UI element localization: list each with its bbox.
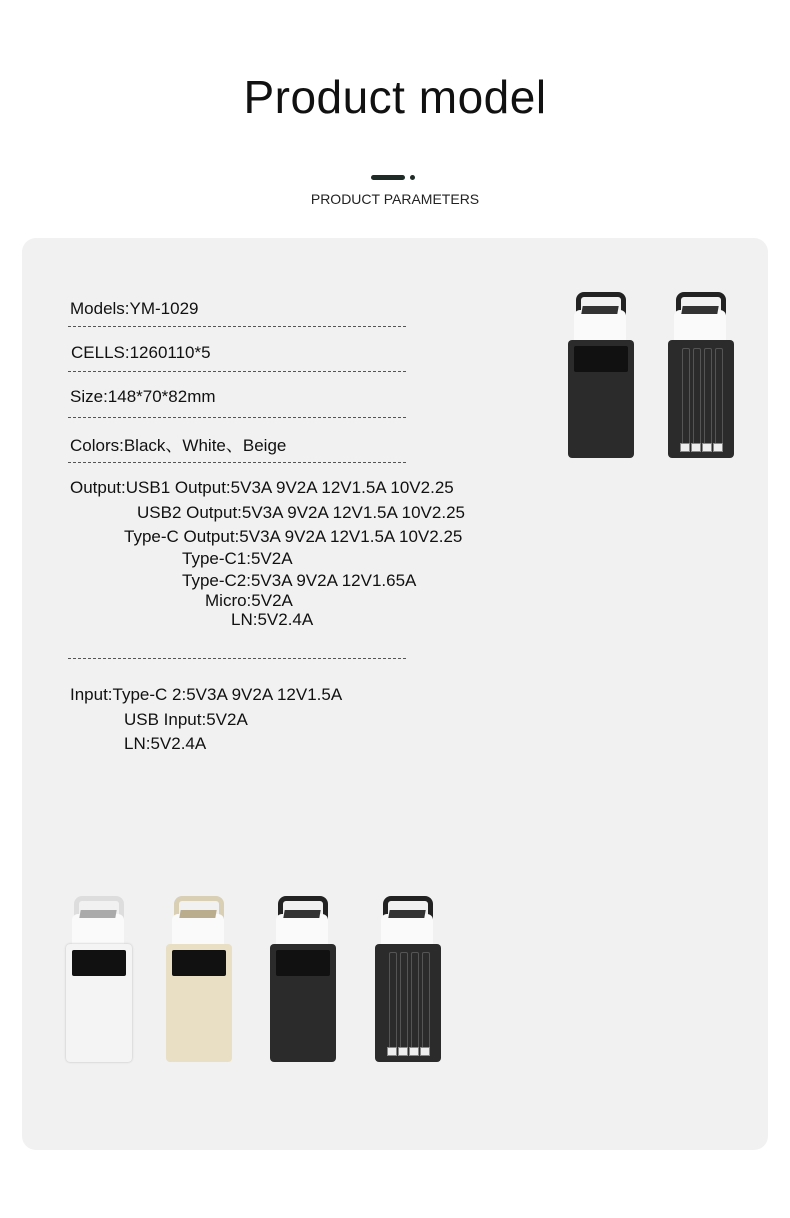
spec-models: Models:YM-1029 xyxy=(70,299,199,318)
spec-output-micro: Micro:5V2A xyxy=(205,591,293,610)
spec-output-typec1: Type-C1:5V2A xyxy=(182,549,293,568)
spec-colors: Colors:Black、White、Beige xyxy=(70,436,287,455)
spec-output-typec2: Type-C2:5V3A 9V2A 12V1.65A xyxy=(182,571,417,590)
spec-input-ln: LN:5V2.4A xyxy=(124,734,207,753)
divider xyxy=(68,371,406,372)
spec-output-usb1: Output:USB1 Output:5V3A 9V2A 12V1.5A 10V2.25 xyxy=(70,478,454,497)
spec-input-typec: Input:Type-C 2:5V3A 9V2A 12V1.5A xyxy=(70,685,343,704)
spec-cells: CELLS:1260110*5 xyxy=(71,343,211,362)
divider xyxy=(68,417,406,418)
divider xyxy=(68,326,406,327)
spec-output-typec: Type-C Output:5V3A 9V2A 12V1.5A 10V2.25 xyxy=(124,527,463,546)
spec-output-ln: LN:5V2.4A xyxy=(231,610,314,629)
spec-size: Size:148*70*82mm xyxy=(70,387,216,406)
divider xyxy=(68,658,406,659)
divider xyxy=(68,462,406,463)
spec-input-usb: USB Input:5V2A xyxy=(124,710,248,729)
page-subtitle: PRODUCT PARAMETERS xyxy=(310,191,480,207)
page-title: Product model xyxy=(243,71,547,123)
spec-output-usb2: USB2 Output:5V3A 9V2A 12V1.5A 10V2.25 xyxy=(137,503,465,522)
